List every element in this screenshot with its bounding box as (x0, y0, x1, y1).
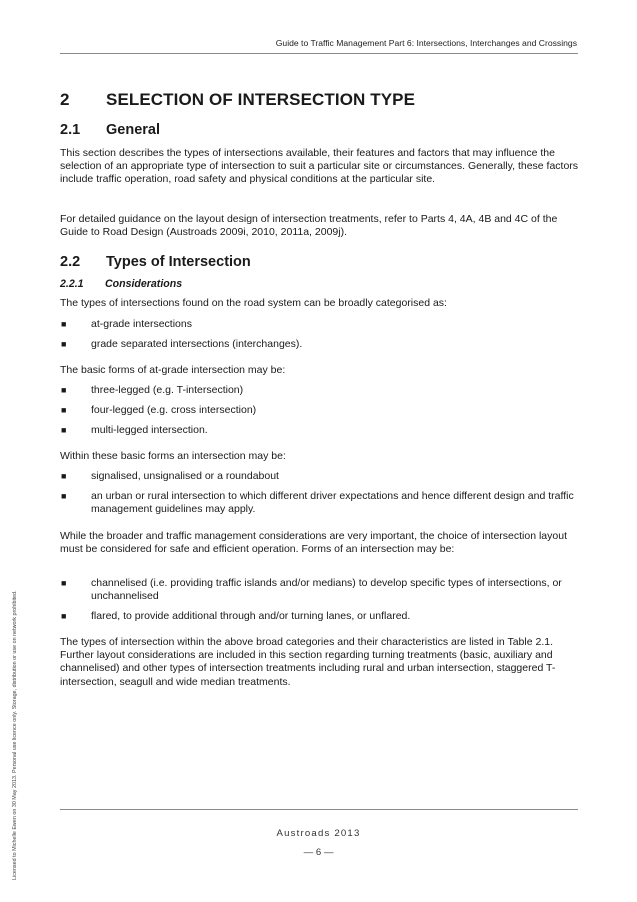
section-number: 2.1 (60, 122, 81, 138)
page-number: — 6 — (303, 847, 334, 858)
bullet-icon: ■ (61, 385, 67, 395)
subsection-heading-2-2-1 (60, 278, 182, 290)
paragraph-general-1: This section describes the types of intersections available, their features and factors that may influence the selection of an appropriate type of intersection to suit a particular site or circumstances. Generally, these factors include traffic operation, road safety and physical conditions at the particular site. (60, 147, 579, 186)
section-title: General (106, 122, 160, 138)
bullet-icon: ■ (61, 578, 67, 588)
paragraph-closing: The types of intersection within the above broad categories and their characteristics are listed in Table 2.1. Further layout considerations are included in this section regarding turning treatments (basic, auxiliary and channelised) and other types of intersection treatments including rural and urban intersection, staggered T-intersection, seagull and wide median treatments. (60, 636, 556, 688)
licence-side-note: Licensed to Michelle Ewen on 30 May 2013. Personal use licence only. Storage, distribution or use on network prohibited. (12, 590, 18, 880)
running-header: Guide to Traffic Management Part 6: Intersections, Interchanges and Crossings (275, 38, 577, 48)
paragraph-general-2: For detailed guidance on the layout design of intersection treatments, refer to Parts 4, 4A, 4B and 4C of the Guide to Road Design (Austroads 2009i, 2010, 2011a, 2009j). (60, 213, 558, 239)
footer-publisher: Austroads 2013 (276, 828, 361, 839)
chapter-number: 2 (60, 90, 70, 109)
bullet-icon: ■ (61, 491, 67, 501)
footer-rule (60, 809, 578, 810)
paragraph-intro-3: Within these basic forms an intersection may be: (60, 450, 286, 462)
section-number: 2.2 (60, 254, 81, 270)
chapter-heading (60, 90, 415, 110)
paragraph-intro-2: The basic forms of at-grade intersection may be: (60, 364, 286, 376)
bullet-icon: ■ (61, 425, 67, 435)
section-title: Types of Intersection (106, 254, 251, 270)
bullet-icon: ■ (61, 319, 67, 329)
bullet-icon: ■ (61, 339, 67, 349)
paragraph-intro-4: While the broader and traffic management considerations are very important, the choice of intersection layout must be considered for safe and efficient operation. Forms of an intersection may be: (60, 530, 567, 556)
bullet-icon: ■ (61, 405, 67, 415)
section-heading-2-2 (60, 254, 251, 270)
section-heading-2-1 (60, 122, 160, 138)
bullet-icon: ■ (61, 611, 67, 621)
subsection-title: Considerations (105, 278, 183, 290)
header-rule (60, 53, 578, 54)
chapter-title: SELECTION OF INTERSECTION TYPE (106, 90, 416, 109)
bullet-icon: ■ (61, 471, 67, 481)
paragraph-intro-1: The types of intersections found on the road system can be broadly categorised as: (60, 297, 447, 309)
subsection-number: 2.2.1 (60, 278, 84, 290)
